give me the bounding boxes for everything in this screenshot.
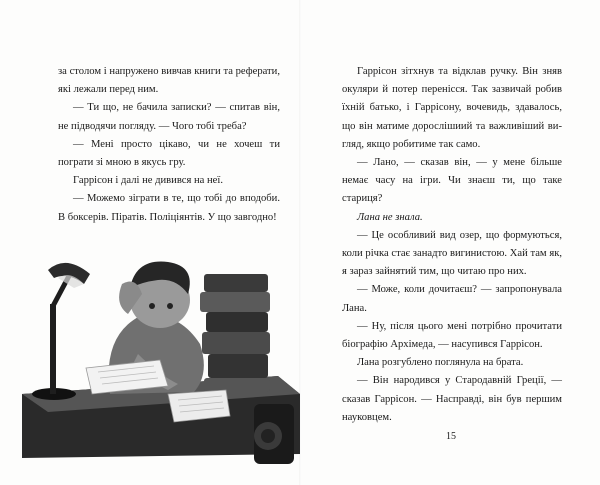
paragraph: — Лано, — сказав він, — у мене більше немає часу на ігри. Чи знаєш ти, що таке стариця? <box>342 157 562 205</box>
desk-lamp <box>32 263 90 400</box>
paragraph <box>342 209 562 227</box>
book-stack <box>200 274 270 392</box>
paragraph: — Можемо зіграти в те, що тобі до вподоби. В боксерів. Піратів. Поліціянтів. У що завгодно! <box>58 193 280 223</box>
paragraph: за столом і напружено вивчав книги та реферати, які лежали перед ним. <box>58 66 280 96</box>
paragraph: Гаррісон зітхнув та відклав ручку. Він зняв окуляри й потер перенісся. Так зазвичай робив їхній батько, і Гаррісону, вочевидь, здавалось, що він матиме дорослішиий та важливіший вигляд, якщо робитиме так само. <box>342 66 562 150</box>
paragraph: — Ти що, не бачила записки? — спитав він, не підводячи погляду. — Чого тобі треба? <box>58 102 280 132</box>
paragraph: — Він народився у Стародавній Греції, — сказав Гаррісон. — Насправді, він був першим науковцем. <box>342 375 562 423</box>
page-number: 15 <box>446 431 456 442</box>
paragraph: — Мені просто цікаво, чи не хочеш ти пограти зі мною в якусь гру. <box>58 138 280 169</box>
left-page-text <box>58 63 280 227</box>
right-page-text <box>342 63 562 427</box>
paragraph: Гаррісон і далі не дивився на неї. <box>73 175 223 187</box>
paragraph: Лана розгублено поглянула на брата. <box>357 357 524 369</box>
paragraph: — Може, коли дочитаєш? — запропонувала Лана. <box>342 284 562 314</box>
illustration-boy-at-desk <box>18 244 300 468</box>
paragraph: — Ну, після цього мені потрібно прочитати біографію Архімеда, — насупився Гаррісон. <box>342 320 562 351</box>
paragraph: — Це особливий вид озер, що формуються, коли річка стає занадто вигинистою. Хай там як, я зараз зайнятий тим, що читаю про них. <box>342 229 562 278</box>
paragraph-text: Лана не знала. <box>357 211 423 223</box>
